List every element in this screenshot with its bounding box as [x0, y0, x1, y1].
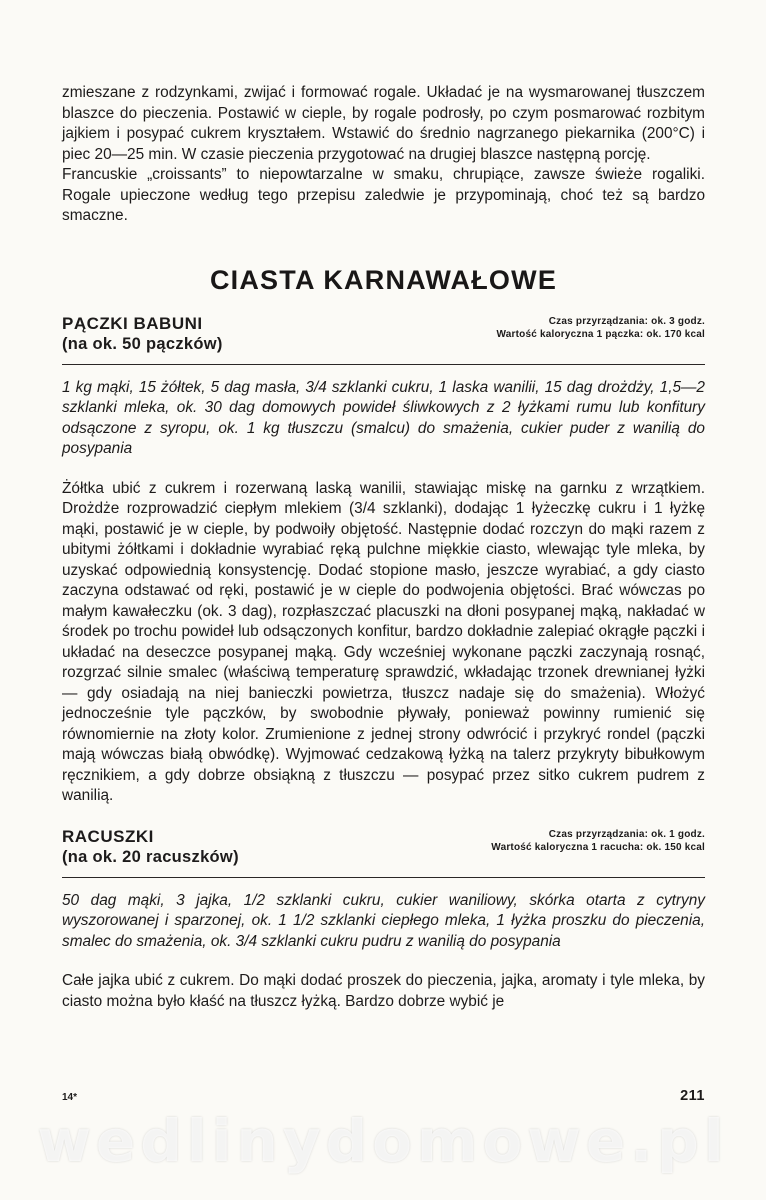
recipe-meta: [491, 827, 705, 854]
recipe-portion: (na ok. 50 pączków): [62, 334, 223, 353]
ingredients-list: 1 kg mąki, 15 żółtek, 5 dag masła, 3/4 szklanki cukru, 1 laska wanilii, 15 dag drożdży, 1,5—2 szklanki mleka, ok. 30 dag domowych powideł śliwkowych z 2 łyżkami rumu lub konfitury odsączone z syropu, ok. 1 kg tłuszczu (smalcu) do smażenia, cukier puder z wanilią do posypania: [62, 378, 705, 457]
page-content: [62, 80, 705, 1012]
calories: Wartość kaloryczna 1 pączka: ok. 170 kcal: [496, 328, 705, 340]
recipe-header: [62, 827, 705, 867]
recipe-name: RACUSZKI: [62, 826, 154, 846]
watermark: wedlinydomowe.pl: [37, 1107, 729, 1175]
recipe-header: [62, 314, 705, 354]
prep-time: Czas przyrządzania: ok. 3 godz.: [548, 315, 705, 327]
calories: Wartość kaloryczna 1 racucha: ok. 150 kcal: [491, 841, 705, 853]
recipe-name: PĄCZKI BABUNI: [62, 313, 203, 333]
page-number: 211: [680, 1088, 705, 1104]
section-title: CIASTA KARNAWAŁOWE: [209, 264, 558, 295]
recipe-meta: [497, 314, 706, 341]
divider: [62, 364, 705, 365]
method-text: Żółtka ubić z cukrem i rozerwaną laską wanilii, stawiając miskę na garnku z wrzątkiem. Drożdże rozprowadzić ciepłym mlekiem (3/4 szklanki), dodając 1 łyżeczkę cukru i 1 łyżkę mąki, postawić je w cieple, by podwoiły objętość. Następnie dodać rozczyn do mąki razem z ubitymi żółtkami i dokładnie wyrabiać ręką pulchne miękkie ciasto, wlewając tyle mleka, by uzyskać odpowiednią konsystencję. Dodać stopione masło, jeszcze wyrabiać, a gdy ciasto zaczyna odstawać od ręki, postawić je w cieple do podwojenia objętości. Brać wówczas po małym kawałeczku (ok. 3 dag), rozpłaszczać placuszki na dłoni posypanej mąką, nakładać w środek po trochu powideł lub odsączonych konfitur, bardzo dokładnie zalepiać okrągłe pączki i układać na deseczce posypanej mąką. Gdy wcześniej wykonane pączki zaczynają rosnąć, rozgrzać silnie smalec (właściwą temperaturę sprawdzić, wkładając trzonek drewnianej łyżki — gdy osiadają na niej banieczki powietrza, tłuszcz nadaje się do smażenia). Włożyć jednocześnie tyle pączków, by swobodnie pływały, ponieważ powinny rumienić się równomiernie na złoty kolor. Zrumienione z jednej strony odwrócić i przykryć rondel (pączki mają wówczas białą obwódkę). Wyjmować cedzakową łyżką na talerz przykryty bibułkowym ręcznikiem, a gdy dobrze obsiąkną z tłuszczu — posypać przez sitko cukrem pudrem z wanilią.: [62, 479, 705, 804]
signature-mark: 14*: [62, 1092, 78, 1103]
prep-time: Czas przyrządzania: ok. 1 godz.: [548, 828, 705, 840]
recipe-title-block: [62, 827, 239, 867]
method-text: Całe jajka ubić z cukrem. Do mąki dodać proszek do pieczenia, jajka, aromaty i tyle mleka, by ciasto można było kłaść na tłuszcz łyżką. Bardzo dobrze wybić je: [62, 972, 705, 1010]
ingredients-list: 50 dag mąki, 3 jajka, 1/2 szklanki cukru, cukier waniliowy, skórka otarta z cytryny wyszorowanej i sparzonej, ok. 1 1/2 szklanki ciepłego mleka, 1 łyżka proszku do pieczenia, smalec do smażenia, ok. 3/4 szklanki cukru pudru z wanilią do posypania: [62, 891, 705, 950]
page-footer: [62, 1088, 705, 1104]
intro-paragraph: Francuskie „croissants” to niepowtarzalne w smaku, chrupiące, zawsze świeże rogaliki. Rogale upieczone według tego przepisu zaledwie je przypominają, choć też są bardzo smaczne.: [62, 166, 705, 224]
recipe-title-block: [62, 314, 223, 354]
divider: [62, 877, 705, 878]
recipe-portion: (na ok. 20 racuszków): [62, 847, 239, 866]
intro-paragraph: zmieszane z rodzynkami, zwijać i formować rogale. Układać je na wysmarowanej tłuszczem blaszce do pieczenia. Postawić w cieple, by rogale podrosły, po czym posmarować rozbitym jajkiem i posypać cukrem kryształem. Wstawić do średnio nagrzanego piekarnika (200°C) i piec 20—25 min. W czasie pieczenia przygotować na drugiej blaszce następną porcję.: [62, 84, 705, 163]
